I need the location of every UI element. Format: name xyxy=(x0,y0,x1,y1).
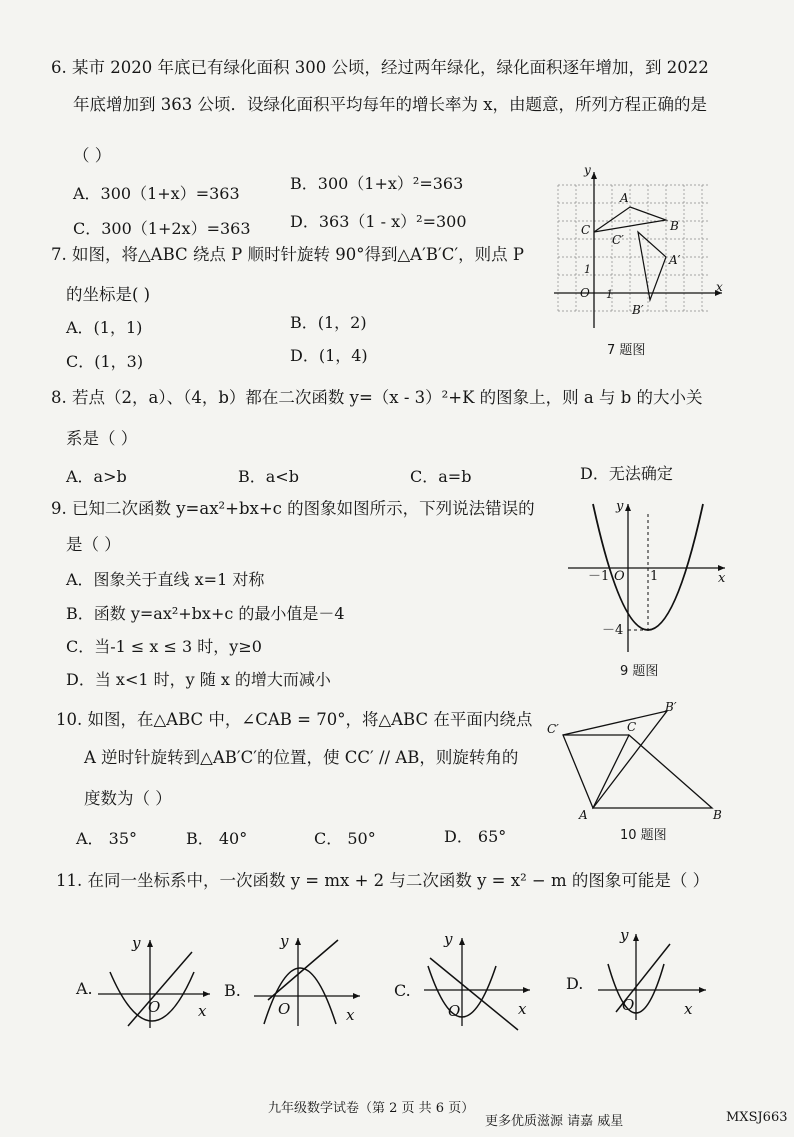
q7-line2: 的坐标是( ) xyxy=(66,285,151,304)
q11-graph-c[interactable] xyxy=(418,928,538,1028)
q6-option-c[interactable]: C．300（1+2x）=363 xyxy=(73,219,251,238)
q11-option-a-label[interactable]: A. xyxy=(76,979,93,998)
q7-label-b: B xyxy=(670,219,679,233)
q11-c-label-x: x xyxy=(518,1000,527,1018)
q9-figure xyxy=(560,500,735,655)
q9-caption: 9 题图 xyxy=(620,664,659,679)
q7-option-d[interactable]: D．(1，4) xyxy=(290,346,368,365)
q9-label-origin: O xyxy=(614,569,625,584)
q10-line3: 度数为（ ） xyxy=(84,789,172,808)
q10-figure xyxy=(545,695,730,825)
q11-a-label-origin: O xyxy=(148,998,161,1016)
q9-line2: 是（ ） xyxy=(66,535,121,554)
q6-line2: 年底增加到 363 公顷．设绿化面积平均每年的增长率为 x，由题意，所列方程正确的是 xyxy=(73,95,708,114)
q10-label-b: B xyxy=(713,808,722,822)
q9-label-neg4: －4 xyxy=(602,623,624,638)
q9-option-d[interactable]: D．当 x<1 时，y 随 x 的增大而减小 xyxy=(66,670,331,689)
q11-graph-d[interactable] xyxy=(594,922,714,1022)
q11-a-label-y: y xyxy=(132,934,141,952)
page-footer-ad: 更多优质滋源 请嘉 威星 xyxy=(485,1114,624,1129)
q11-b-label-x: x xyxy=(346,1006,355,1024)
q11-b-label-y: y xyxy=(280,932,289,950)
q10-label-b-prime: B′ xyxy=(665,700,677,714)
q10-line2: A 逆时针旋转到△AB′C′的位置，使 CC′ // AB，则旋转角的 xyxy=(84,748,519,767)
q8-option-d[interactable]: D．无法确定 xyxy=(580,464,673,483)
q7-label-a: A xyxy=(620,191,629,205)
q9-option-c[interactable]: C．当-1 ≤ x ≤ 3 时，y≥0 xyxy=(66,637,262,656)
q8-line2: 系是（ ） xyxy=(66,429,138,448)
q7-label-c-prime: C′ xyxy=(612,233,624,247)
q10-option-a[interactable]: A． 35° xyxy=(76,829,138,848)
q11-option-b-label[interactable]: B. xyxy=(224,981,241,1000)
page-footer-number: 九年级数学试卷（第 2 页 共 6 页） xyxy=(268,1101,475,1116)
q7-option-a[interactable]: A．(1，1) xyxy=(66,318,143,337)
q7-label-c: C xyxy=(581,223,591,237)
q10-label-c-prime: C′ xyxy=(547,722,559,736)
q7-label-x: x xyxy=(716,280,723,294)
q6-line1: 6. 某市 2020 年底已有绿化面积 300 公顷，经过两年绿化，绿化面积逐年增加，到 2022 xyxy=(51,58,709,77)
q11-option-c-label[interactable]: C. xyxy=(394,981,411,1000)
q9-option-a[interactable]: A．图象关于直线 x=1 对称 xyxy=(66,570,265,589)
q11-option-d-label[interactable]: D. xyxy=(566,974,584,993)
q7-label-one-x: 1 xyxy=(606,288,613,301)
q8-option-c[interactable]: C．a=b xyxy=(410,467,472,486)
q11-d-label-y: y xyxy=(620,926,629,944)
q8-option-a[interactable]: A．a>b xyxy=(66,467,127,486)
q8-option-b[interactable]: B．a<b xyxy=(238,467,299,486)
q11-c-label-y: y xyxy=(444,930,453,948)
q7-option-c[interactable]: C．(1，3) xyxy=(66,352,144,371)
q6-option-a[interactable]: A．300（1+x）=363 xyxy=(73,184,240,203)
q10-triangle-abc xyxy=(593,735,712,808)
q7-label-y: y xyxy=(584,163,591,177)
q7-label-origin: O xyxy=(580,286,590,300)
page-footer-code: MXSJ663 xyxy=(726,1110,788,1125)
q11-d-label-origin: O xyxy=(622,996,635,1014)
q11-graph-a[interactable] xyxy=(98,930,218,1030)
q10-caption: 10 题图 xyxy=(620,828,667,843)
q10-option-d[interactable]: D． 65° xyxy=(444,827,507,846)
q10-line1: 10. 如图，在△ABC 中，∠CAB = 70°，将△ABC 在平面内绕点 xyxy=(56,710,533,729)
q7-option-b[interactable]: B．(1，2) xyxy=(290,313,367,332)
q7-label-a-prime: A′ xyxy=(669,253,681,267)
q10-label-c: C xyxy=(627,720,637,734)
q10-option-b[interactable]: B． 40° xyxy=(186,829,248,848)
q9-label-one: 1 xyxy=(650,569,659,584)
q11-c-line xyxy=(430,958,518,1030)
q9-option-b[interactable]: B．函数 y=ax²+bx+c 的最小值是－4 xyxy=(66,604,345,623)
q9-label-neg1: －1 xyxy=(588,569,610,584)
q7-line1: 7. 如图，将△ABC 绕点 P 顺时针旋转 90°得到△A′B′C′，则点 P xyxy=(51,245,524,264)
q6-option-b[interactable]: B．300（1+x）²=363 xyxy=(290,174,464,193)
q9-line1: 9. 已知二次函数 y=ax²+bx+c 的图象如图所示，下列说法错误的 xyxy=(51,499,535,518)
q7-figure xyxy=(550,160,730,335)
q7-label-b-prime: B′ xyxy=(632,303,644,317)
q10-option-c[interactable]: C． 50° xyxy=(314,829,376,848)
q10-triangle-ab2c2 xyxy=(563,711,667,808)
q11-a-label-x: x xyxy=(198,1002,207,1020)
q7-label-one-y: 1 xyxy=(584,263,591,276)
q6-answer-paren: （ ） xyxy=(73,146,112,165)
q9-label-x: x xyxy=(718,571,726,586)
q6-option-d[interactable]: D．363（1 - x）²=300 xyxy=(290,212,467,231)
q9-label-y: y xyxy=(616,499,624,514)
q7-caption: 7 题图 xyxy=(607,343,646,358)
q7-triangle-a2b2c2 xyxy=(638,232,666,300)
q11-graph-b[interactable] xyxy=(248,928,368,1028)
q8-line1: 8. 若点（2，a）、（4，b）都在二次函数 y=（x - 3）²+K 的图象上，则 a 与 b 的大小关 xyxy=(51,388,703,407)
q11-b-line xyxy=(268,940,338,1000)
q11-line1: 11. 在同一坐标系中，一次函数 y = mx + 2 与二次函数 y = x² − m 的图象可能是（ ） xyxy=(56,871,710,890)
q11-d-label-x: x xyxy=(684,1000,693,1018)
q11-c-label-origin: O xyxy=(448,1002,461,1020)
q11-b-label-origin: O xyxy=(278,1000,291,1018)
q10-label-a: A xyxy=(579,808,588,822)
